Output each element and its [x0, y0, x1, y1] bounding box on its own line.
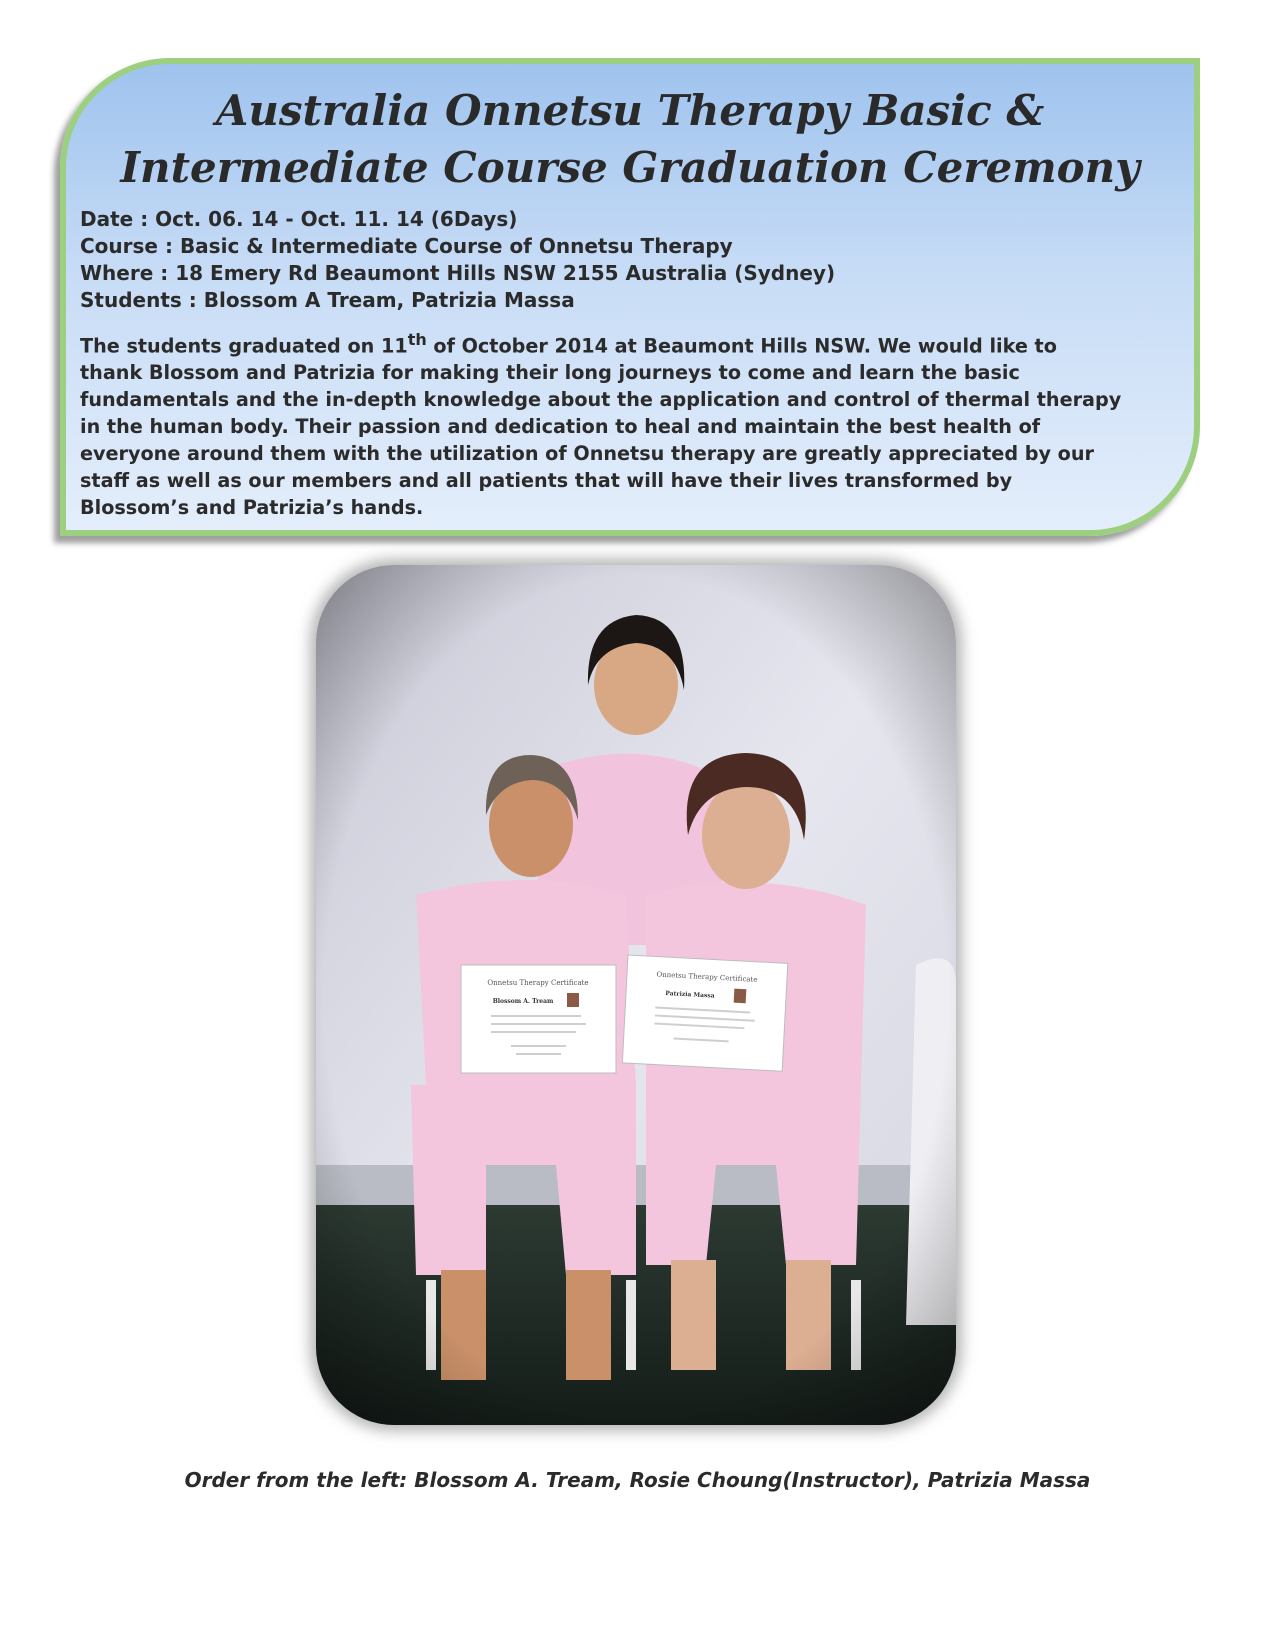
graduation-photo — [316, 565, 956, 1425]
detail-date: Date : Oct. 06. 14 - Oct. 11. 14 (6Days) — [80, 207, 518, 231]
photo-caption: Order from the left: Blossom A. Tream, Rosie Choung(Instructor), Patrizia Massa — [184, 1468, 1091, 1492]
summary-paragraph: The students graduated on 11th of October 2014 at Beaumont Hills NSW. We would like to thank Blossom and Patrizia for making their long journeys to come and learn the basic fundamentals and the in-depth knowledge about the application and control of thermal therapy in the human body. Their passion and dedication to heal and maintain the best health of everyone around them with the utilization of Onnetsu therapy are greatly appreciated by our staff as well as our members and all patients that will have their lives transformed by Blossom’s and Patrizia’s hands. — [80, 330, 1122, 520]
detail-where: Where : 18 Emery Rd Beaumont Hills NSW 2155 Australia (Sydney) — [80, 261, 836, 285]
detail-course: Course : Basic & Intermediate Course of Onnetsu Therapy — [80, 234, 733, 258]
detail-students: Students : Blossom A Tream, Patrizia Massa — [80, 288, 575, 312]
title-line-1: Australia Onnetsu Therapy Basic & — [215, 86, 1045, 135]
event-details — [80, 206, 835, 314]
title-line-2: Intermediate Course Graduation Ceremony — [120, 143, 1140, 192]
ordinal-suffix: th — [407, 330, 427, 349]
page-title — [66, 82, 1194, 196]
header-panel — [60, 58, 1200, 536]
